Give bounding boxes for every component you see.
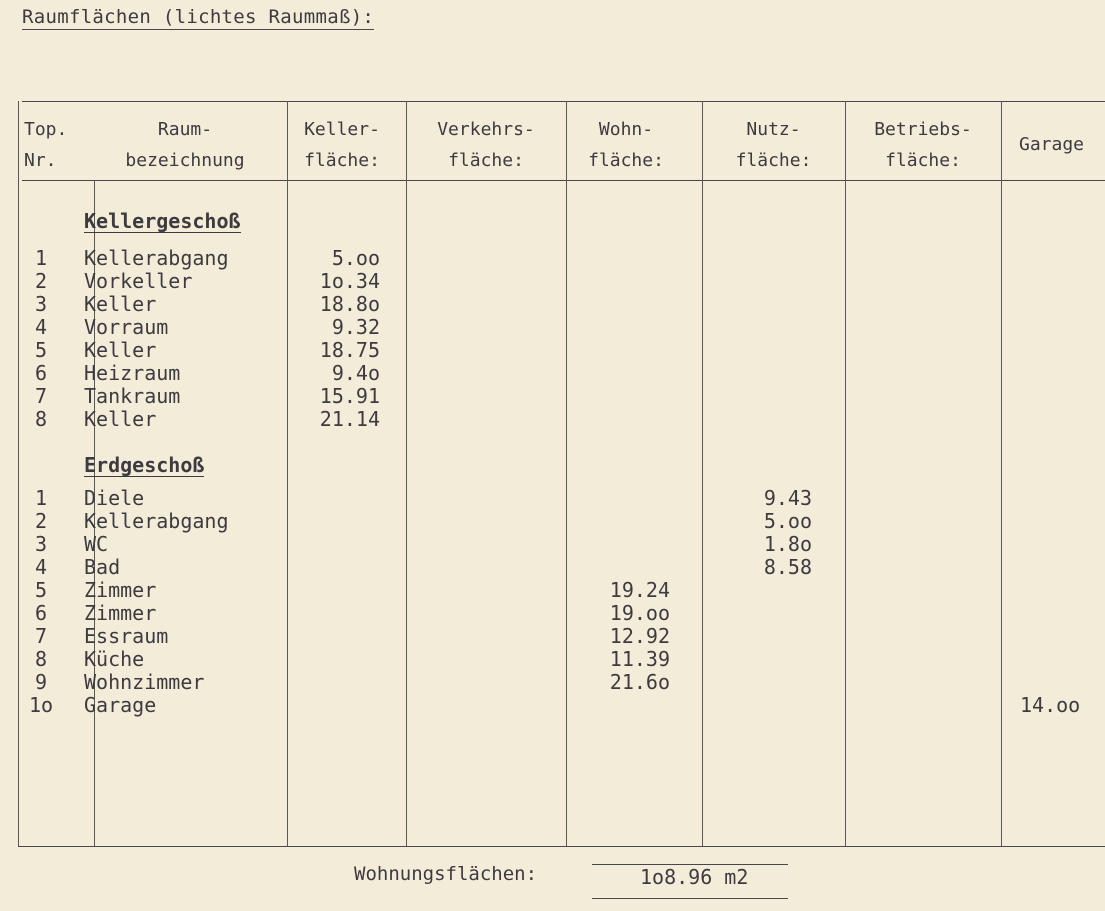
area-value-keller: 21.14 <box>319 407 380 431</box>
area-value-garage: 14.oo <box>1020 693 1081 717</box>
row-number: 8 <box>34 407 48 431</box>
total-value: 1o8.96 m2 <box>640 865 749 889</box>
column-header-top-nr: Top. Nr. <box>24 119 68 171</box>
room-name: Vorkeller <box>84 269 193 293</box>
room-name: Küche <box>84 647 145 671</box>
table-row <box>0 533 1105 556</box>
section-title-kellergeschoss: Kellergeschoß <box>84 209 241 233</box>
column-header-kellerflaeche: Keller- fläche: <box>304 119 380 171</box>
room-name: Wohnzimmer <box>84 670 205 694</box>
table-row <box>0 671 1105 694</box>
row-number: 7 <box>34 384 48 408</box>
row-number: 1o <box>28 693 54 717</box>
table-row <box>0 694 1105 717</box>
table-row <box>0 316 1105 339</box>
room-name: Heizraum <box>84 361 181 385</box>
row-number: 1 <box>34 486 48 510</box>
table-bottom-rule <box>18 846 1105 847</box>
area-value-keller: 18.75 <box>319 338 380 362</box>
room-name: Bad <box>84 555 121 579</box>
table-row <box>0 339 1105 362</box>
table-header-rule <box>22 180 1105 181</box>
area-value-nutz: 9.43 <box>763 486 812 510</box>
room-name: Vorraum <box>84 315 169 339</box>
room-name: Zimmer <box>84 601 157 625</box>
column-header-raumbezeichnung: Raum- bezeichnung <box>125 119 245 171</box>
room-name: Essraum <box>84 624 169 648</box>
row-number: 7 <box>34 624 48 648</box>
room-name: Zimmer <box>84 578 157 602</box>
area-value-keller: 18.8o <box>319 292 380 316</box>
row-number: 5 <box>34 578 48 602</box>
column-header-verkehrsflaeche: Verkehrs- fläche: <box>437 119 535 171</box>
table-row <box>0 362 1105 385</box>
column-divider <box>18 101 19 846</box>
column-header-nutzflaeche: Nutz- fläche: <box>735 119 812 171</box>
area-value-keller: 1o.34 <box>319 269 380 293</box>
row-number: 2 <box>34 509 48 533</box>
row-number: 6 <box>34 361 48 385</box>
row-number: 3 <box>34 532 48 556</box>
table-row <box>0 293 1105 316</box>
column-header-betriebsflaeche: Betriebs- fläche: <box>874 119 972 171</box>
area-value-nutz: 8.58 <box>763 555 812 579</box>
table-row <box>0 579 1105 602</box>
row-number: 4 <box>34 555 48 579</box>
table-row <box>0 385 1105 408</box>
area-value-keller: 15.91 <box>319 384 380 408</box>
room-name: Tankraum <box>84 384 181 408</box>
column-divider <box>1001 101 1002 846</box>
area-value-wohn: 21.6o <box>609 670 670 694</box>
area-value-keller: 9.32 <box>331 315 380 339</box>
row-number: 2 <box>34 269 48 293</box>
row-number: 3 <box>34 292 48 316</box>
room-name: Diele <box>84 486 145 510</box>
area-value-nutz: 1.8o <box>763 532 812 556</box>
table-row <box>0 247 1105 270</box>
room-name: Kellerabgang <box>84 509 229 533</box>
room-name: Keller <box>84 407 157 431</box>
room-name: Keller <box>84 338 157 362</box>
row-number: 8 <box>34 647 48 671</box>
total-label: Wohnungsflächen: <box>354 863 538 885</box>
column-divider <box>566 101 567 846</box>
column-divider <box>845 101 846 846</box>
section-title-erdgeschoss: Erdgeschoß <box>84 453 205 477</box>
room-name: Keller <box>84 292 157 316</box>
room-name: WC <box>84 532 109 556</box>
area-value-wohn: 19.24 <box>609 578 670 602</box>
area-value-keller: 9.4o <box>331 361 380 385</box>
table-row <box>0 408 1105 431</box>
page-title: Raumflächen (lichtes Raummaß): <box>22 6 375 28</box>
column-header-garage: Garage <box>1019 134 1085 155</box>
area-value-wohn: 11.39 <box>609 647 670 671</box>
table-row <box>0 625 1105 648</box>
column-divider <box>406 101 407 846</box>
row-number: 4 <box>34 315 48 339</box>
table-row <box>0 648 1105 671</box>
table-row <box>0 602 1105 625</box>
table-row <box>0 556 1105 579</box>
column-header-wohnflaeche: Wohn- fläche: <box>588 119 664 171</box>
room-name: Garage <box>84 693 157 717</box>
area-value-wohn: 19.oo <box>609 601 670 625</box>
table-top-rule <box>22 101 1105 102</box>
column-divider <box>287 101 288 846</box>
row-number: 6 <box>34 601 48 625</box>
area-value-nutz: 5.oo <box>763 509 812 533</box>
table-row <box>0 270 1105 293</box>
table-row <box>0 487 1105 510</box>
row-number: 5 <box>34 338 48 362</box>
area-value-keller: 5.oo <box>331 246 380 270</box>
column-divider <box>702 101 703 846</box>
room-name: Kellerabgang <box>84 246 229 270</box>
area-value-wohn: 12.92 <box>609 624 670 648</box>
table-row <box>0 510 1105 533</box>
total-rule-bottom <box>592 898 788 899</box>
row-number: 9 <box>34 670 48 694</box>
row-number: 1 <box>34 246 48 270</box>
